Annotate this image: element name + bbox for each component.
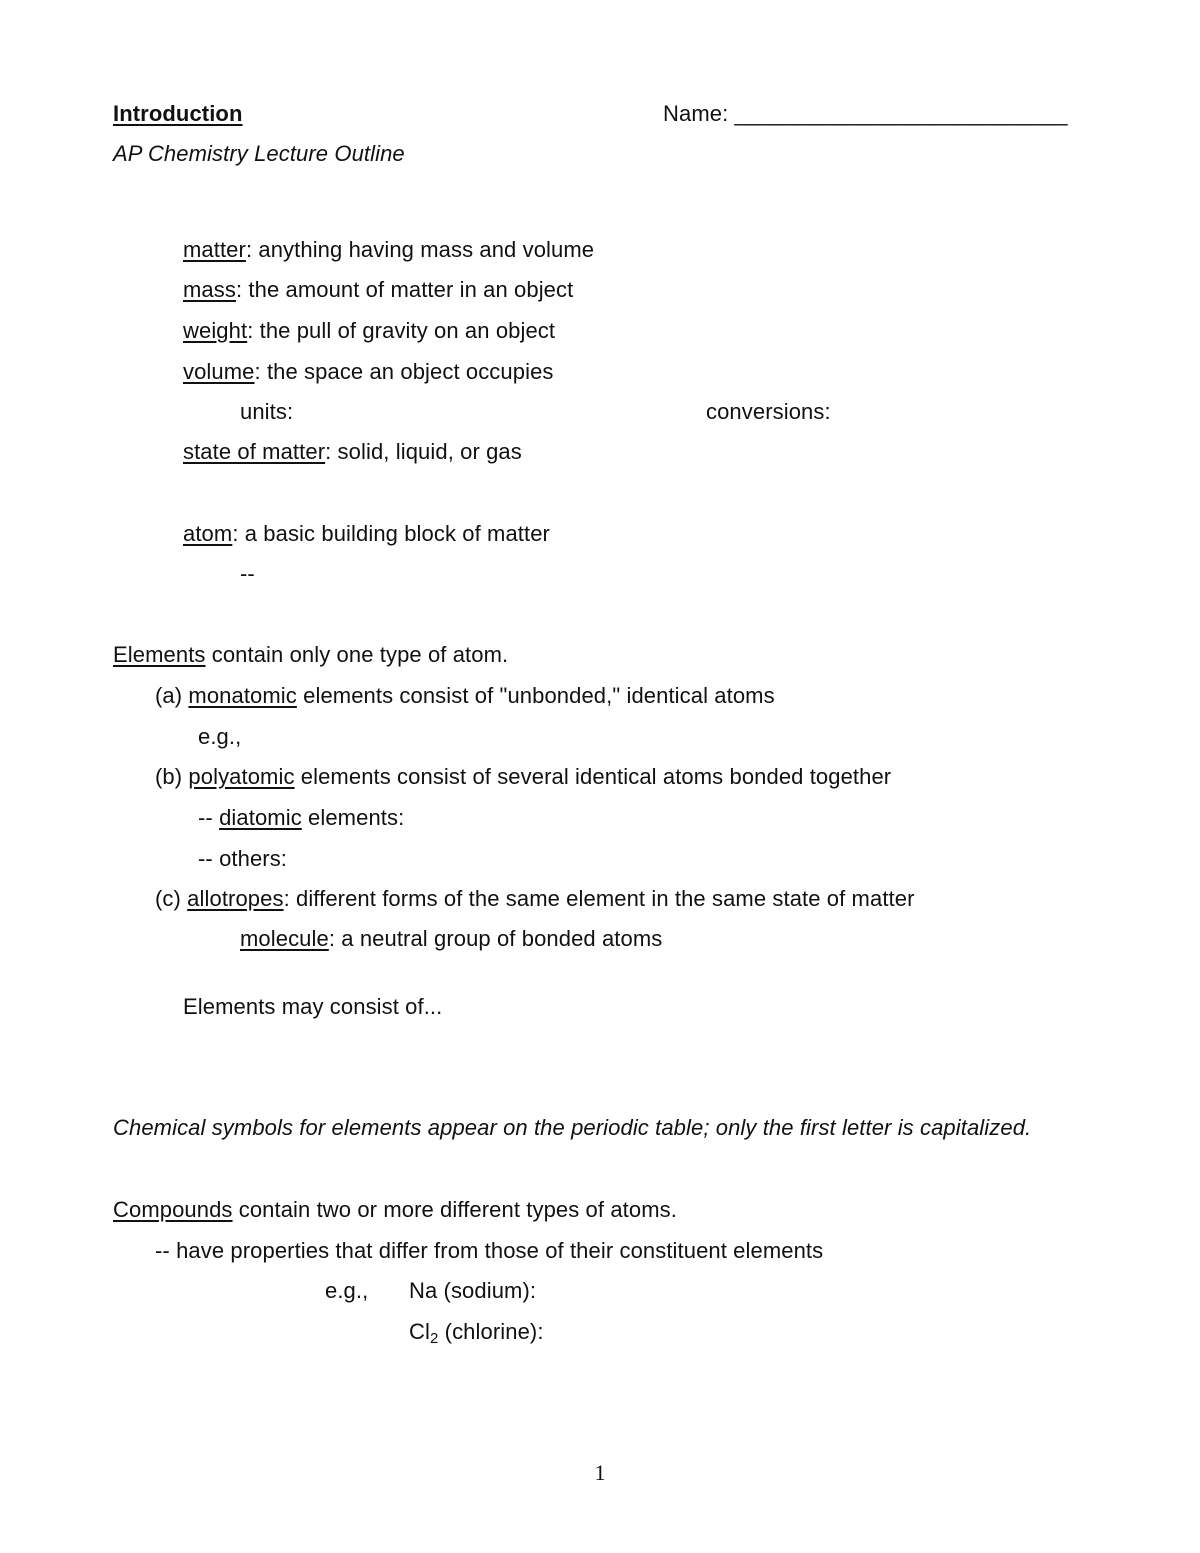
definition-matter <box>183 237 594 263</box>
def-diatomic: elements: <box>301 805 405 830</box>
def-allotropes: : different forms of the same element in the same state of matter <box>283 886 915 911</box>
diatomic-line <box>198 805 404 831</box>
definition-mass <box>183 277 573 303</box>
term-volume: volume <box>183 359 255 384</box>
chlorine-line <box>409 1319 544 1352</box>
units-label: units: <box>240 399 294 424</box>
elements-may-consist: Elements may consist of... <box>183 994 443 1019</box>
term-elements: Elements <box>113 642 206 667</box>
def-atom: : a basic building block of matter <box>232 521 550 546</box>
def-monatomic: elements consist of "unbonded," identical atoms <box>296 683 775 708</box>
term-state-of-matter: state of matter <box>183 439 326 464</box>
chlorine-name: (chlorine): <box>438 1319 544 1344</box>
page-title: Introduction <box>113 101 243 126</box>
item-c-prefix: (c) <box>155 886 188 911</box>
sodium-line: Na (sodium): <box>409 1278 537 1303</box>
diatomic-prefix: -- <box>198 805 220 830</box>
term-atom: atom <box>183 521 233 546</box>
conversions-label: conversions: <box>706 399 831 424</box>
item-a-prefix: (a) <box>155 683 189 708</box>
term-polyatomic: polyatomic <box>188 764 295 789</box>
compounds-heading <box>113 1197 677 1223</box>
term-matter: matter <box>183 237 246 262</box>
def-state-of-matter: : solid, liquid, or gas <box>325 439 522 464</box>
term-diatomic: diatomic <box>219 805 302 830</box>
definition-atom <box>183 521 550 547</box>
page-subtitle: AP Chemistry Lecture Outline <box>113 141 405 166</box>
def-matter: : anything having mass and volume <box>245 237 595 262</box>
def-volume: : the space an object occupies <box>254 359 554 384</box>
atom-dash-note: -- <box>240 561 255 586</box>
term-molecule: molecule <box>240 926 329 951</box>
compounds-properties: -- have properties that differ from those of their constituent elements <box>155 1238 824 1263</box>
compounds-example-label: e.g., <box>325 1278 369 1303</box>
definition-weight <box>183 318 555 344</box>
term-weight: weight <box>183 318 248 343</box>
elements-heading <box>113 642 508 668</box>
elements-item-c <box>155 886 915 912</box>
definition-molecule <box>240 926 662 952</box>
others-line: -- others: <box>198 846 288 871</box>
name-field-label: Name: ___________________________ <box>663 101 1068 126</box>
monatomic-example: e.g., <box>198 724 242 749</box>
def-molecule: : a neutral group of bonded atoms <box>328 926 663 951</box>
chlorine-symbol: Cl <box>409 1319 430 1344</box>
term-monatomic: monatomic <box>188 683 297 708</box>
def-compounds: contain two or more different types of atoms. <box>232 1197 677 1222</box>
def-polyatomic: elements consist of several identical atoms bonded together <box>294 764 892 789</box>
def-mass: : the amount of matter in an object <box>235 277 574 302</box>
chlorine-subscript: 2 <box>429 1330 439 1347</box>
term-compounds: Compounds <box>113 1197 233 1222</box>
def-elements: contain only one type of atom. <box>205 642 509 667</box>
page-number: 1 <box>594 1460 606 1485</box>
item-b-prefix: (b) <box>155 764 189 789</box>
def-weight: : the pull of gravity on an object <box>247 318 556 343</box>
term-mass: mass <box>183 277 236 302</box>
term-allotropes: allotropes <box>187 886 284 911</box>
elements-item-a <box>155 683 775 709</box>
definition-state-of-matter <box>183 439 522 465</box>
elements-item-b <box>155 764 891 790</box>
definition-volume <box>183 359 554 385</box>
chemical-symbols-note: Chemical symbols for elements appear on the periodic table; only the first letter is capitalized. <box>113 1115 1032 1140</box>
